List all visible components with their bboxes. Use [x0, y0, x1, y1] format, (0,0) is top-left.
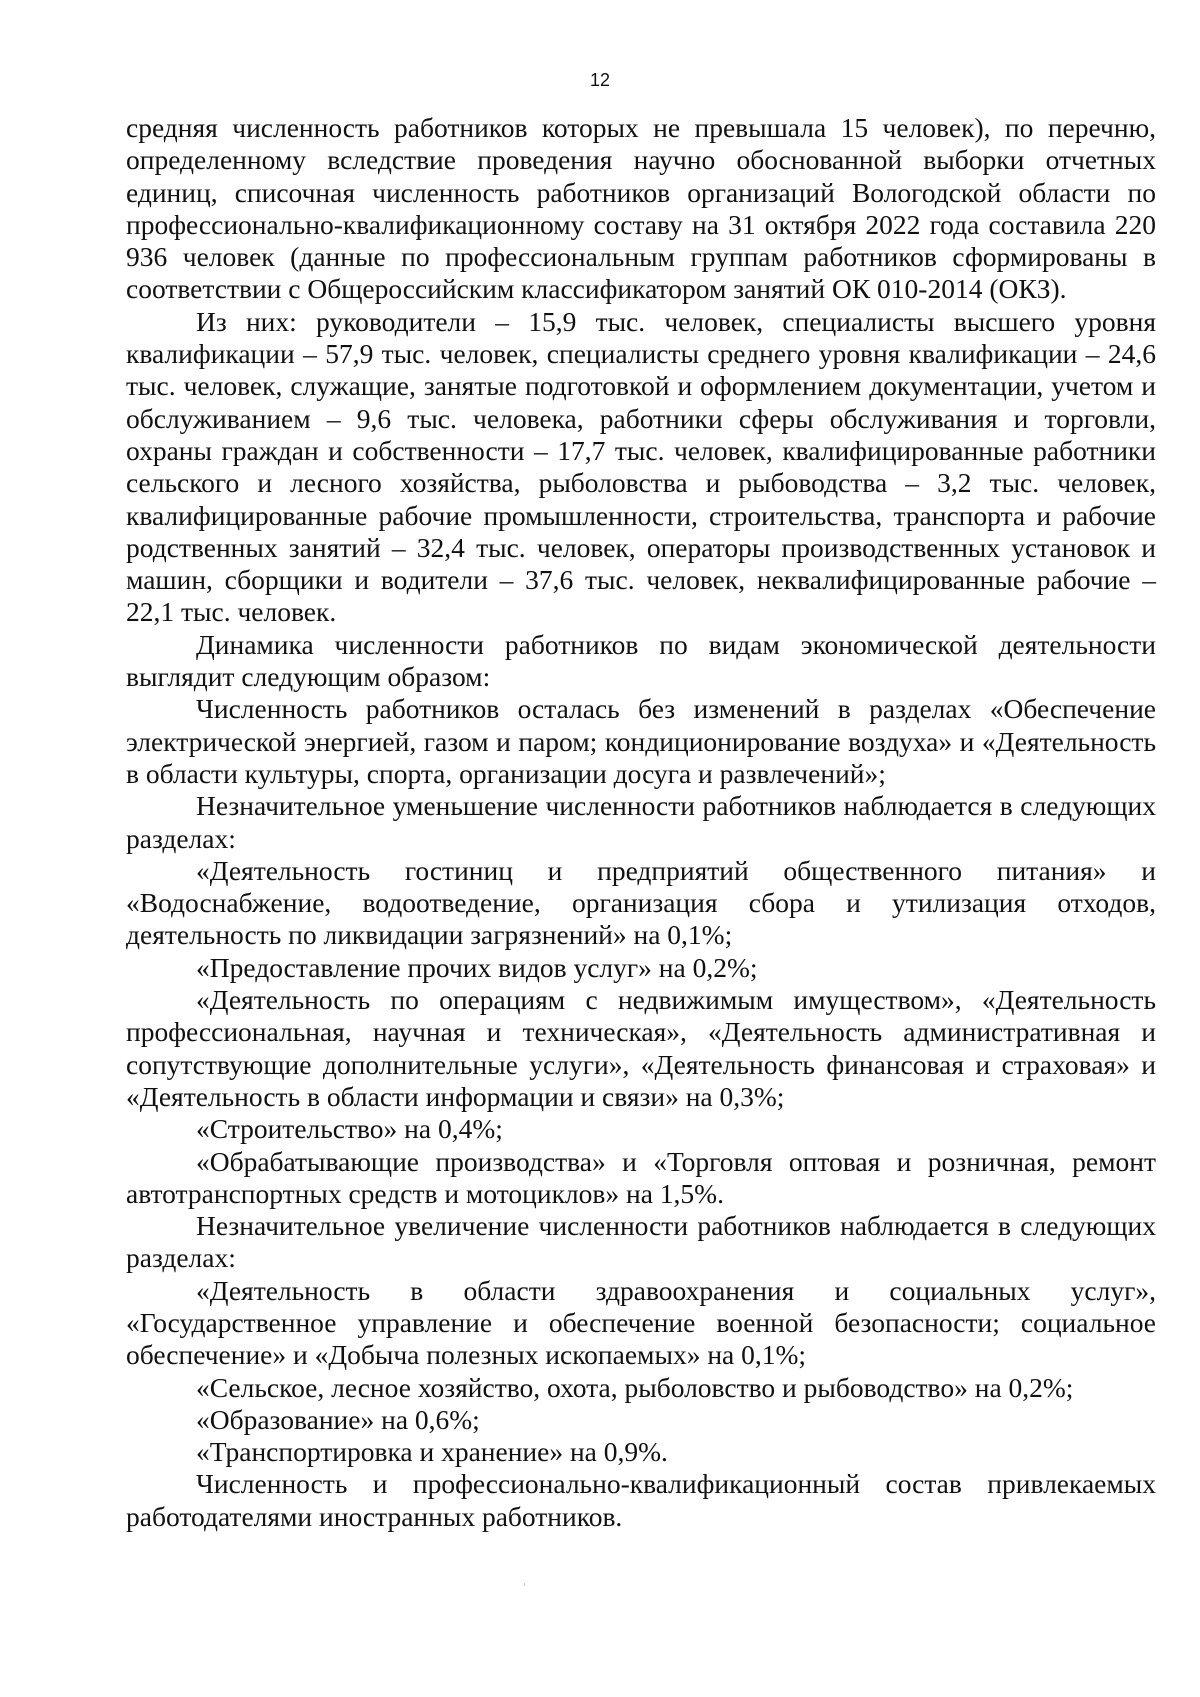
paragraph-increase-heading: Незначительное увеличение численности работников наблюдается в следующих разделах: — [126, 1210, 1156, 1274]
list-item-decrease-0-2: «Предоставление прочих видов услуг» на 0,2%; — [196, 951, 758, 983]
list-item-decrease-0-1: «Деятельность гостиниц и предприятий общественного питания» и «Водоснабжение, водоотведение, организация сбора и утилизация отходов, деятельность по ликвидации загрязнений» на 0,1%; — [126, 854, 1156, 951]
list-item-decrease-0-3: «Деятельность по операциям с недвижимым имуществом», «Деятельность профессиональная, научная и техническая», «Деятельность административная и сопутствующие дополнительные услуги», «Деятельность финансовая и страховая» и «Деятельность в области информации и связи» на 0,3%; — [126, 984, 1156, 1112]
list-item-increase-0-2: «Сельское, лесное хозяйство, охота, рыболовство и рыбоводство» на 0,2%; — [196, 1371, 1074, 1403]
paragraph-continuation: средняя численность работников которых не превышала 15 человек), по перечню, определенному вследствие проведения научно обоснованной выборки отчетных единиц, списочная численность работников организаций Вологодской области по профессионально-квалификационному составу на 31 октября 2022 года составила 220 936 человек (данные по профессиональным группам работников сформированы в соответствии с Общероссийским классификатором занятий ОК 010-2014 (ОКЗ). — [126, 112, 1156, 305]
list-item-decrease-1-5: «Обрабатывающие производства» и «Торговля оптовая и розничная, ремонт автотранспортных средств и мотоциклов» на 1,5%. — [126, 1145, 1156, 1209]
list-item-increase-0-9: «Транспортировка и хранение» на 0,9%. — [196, 1436, 668, 1468]
paragraph-dynamics-intro: Динамика численности работников по видам экономической деятельности выглядит следующим образом: — [126, 628, 1156, 693]
list-item-increase-0-6: «Образование» на 0,6%; — [196, 1403, 480, 1435]
paragraph-decrease-heading: Незначительное уменьшение численности работников наблюдается в следующих разделах: — [126, 790, 1156, 854]
paragraph-unchanged-sections: Численность работников осталась без изменений в разделах «Обеспечение электрической энергией, газом и паром; кондиционирование воздуха» и «Деятельность в области культуры, спорта, организации досуга и развлечений»; — [126, 693, 1156, 789]
page-number: 12 — [589, 70, 611, 90]
list-item-decrease-0-4: «Строительство» на 0,4%; — [196, 1113, 503, 1145]
scan-artifact — [524, 1583, 525, 1586]
paragraph-foreign-workers-heading: Численность и профессионально-квалификационный состав привлекаемых работодателями иностранных работников. — [126, 1468, 1156, 1532]
document-body — [126, 112, 1156, 1533]
list-item-increase-0-1: «Деятельность в области здравоохранения и социальных услуг», «Государственное управление и обеспечение военной безопасности; социальное обеспечение» и «Добыча полезных ископаемых» на 0,1%; — [126, 1274, 1156, 1371]
paragraph-occupational-groups: Из них: руководители – 15,9 тыс. человек, специалисты высшего уровня квалификации – 57,9 тыс. человек, специалисты среднего уровня квалификации – 24,6 тыс. человек, служащие, занятые подготовкой и оформлением документации, учетом и обслуживанием – 9,6 тыс. человека, работники сферы обслуживания и торговли, охраны граждан и собственности – 17,7 тыс. человек, квалифицированные работники сельского и лесного хозяйства, рыболовства и рыбоводства – 3,2 тыс. человек, квалифицированные рабочие промышленности, строительства, транспорта и рабочие родственных занятий – 32,4 тыс. человек, операторы производственных установок и машин, сборщики и водители – 37,6 тыс. человек, неквалифицированные рабочие – 22,1 тыс. человек. — [126, 305, 1156, 628]
